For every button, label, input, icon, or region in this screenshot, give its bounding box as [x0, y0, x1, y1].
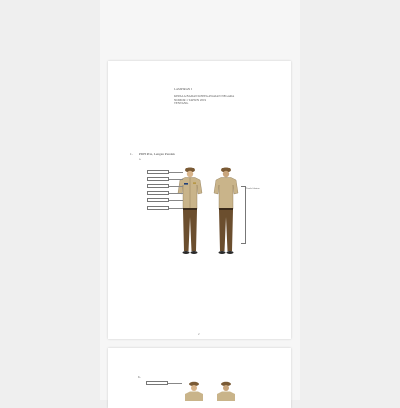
measure-bracket: [241, 186, 246, 244]
figure-front: [178, 168, 202, 255]
callout-left-4: [147, 191, 169, 195]
header-line-4: NOMOR 1 TAHUN 2019: [174, 97, 207, 102]
section-number: 1.: [130, 152, 133, 156]
header-line-3: KEPALA BADAN KEPEGAWAIAN NEGARA: [174, 94, 235, 99]
page2-callout: [146, 381, 168, 385]
page-number: 2: [198, 332, 200, 336]
callout-left-3: [147, 184, 169, 188]
subsection-number: a.: [139, 157, 142, 161]
callout-left-2: [147, 177, 169, 181]
header-line-5: TENTANG: [174, 101, 189, 106]
figure-back: [214, 168, 238, 255]
callout-left-5-leader: [169, 200, 183, 201]
header-line-1: LAMPIRAN I: [174, 87, 192, 91]
document-page-1[interactable]: [108, 61, 291, 339]
page2-section-number: b.: [138, 375, 141, 379]
callout-left-2-leader: [169, 179, 183, 180]
callout-right-1: Tanda Jabatan: [246, 187, 260, 190]
callout-left-4-leader: [169, 193, 183, 194]
page2-callout-leader: [168, 383, 182, 384]
callout-left-1-leader: [169, 172, 183, 173]
callout-left-1: [147, 170, 169, 174]
callout-left-5: [147, 198, 169, 202]
document-page-2[interactable]: [108, 348, 291, 408]
callout-left-3-leader: [169, 186, 183, 187]
section-title: PDH Pria, Lengan Pendek: [139, 152, 175, 156]
page2-uniform-illustration: [182, 381, 242, 401]
callout-left-6: [147, 206, 169, 210]
uniform-illustration: [174, 165, 244, 257]
callout-left-6-leader: [169, 208, 183, 209]
